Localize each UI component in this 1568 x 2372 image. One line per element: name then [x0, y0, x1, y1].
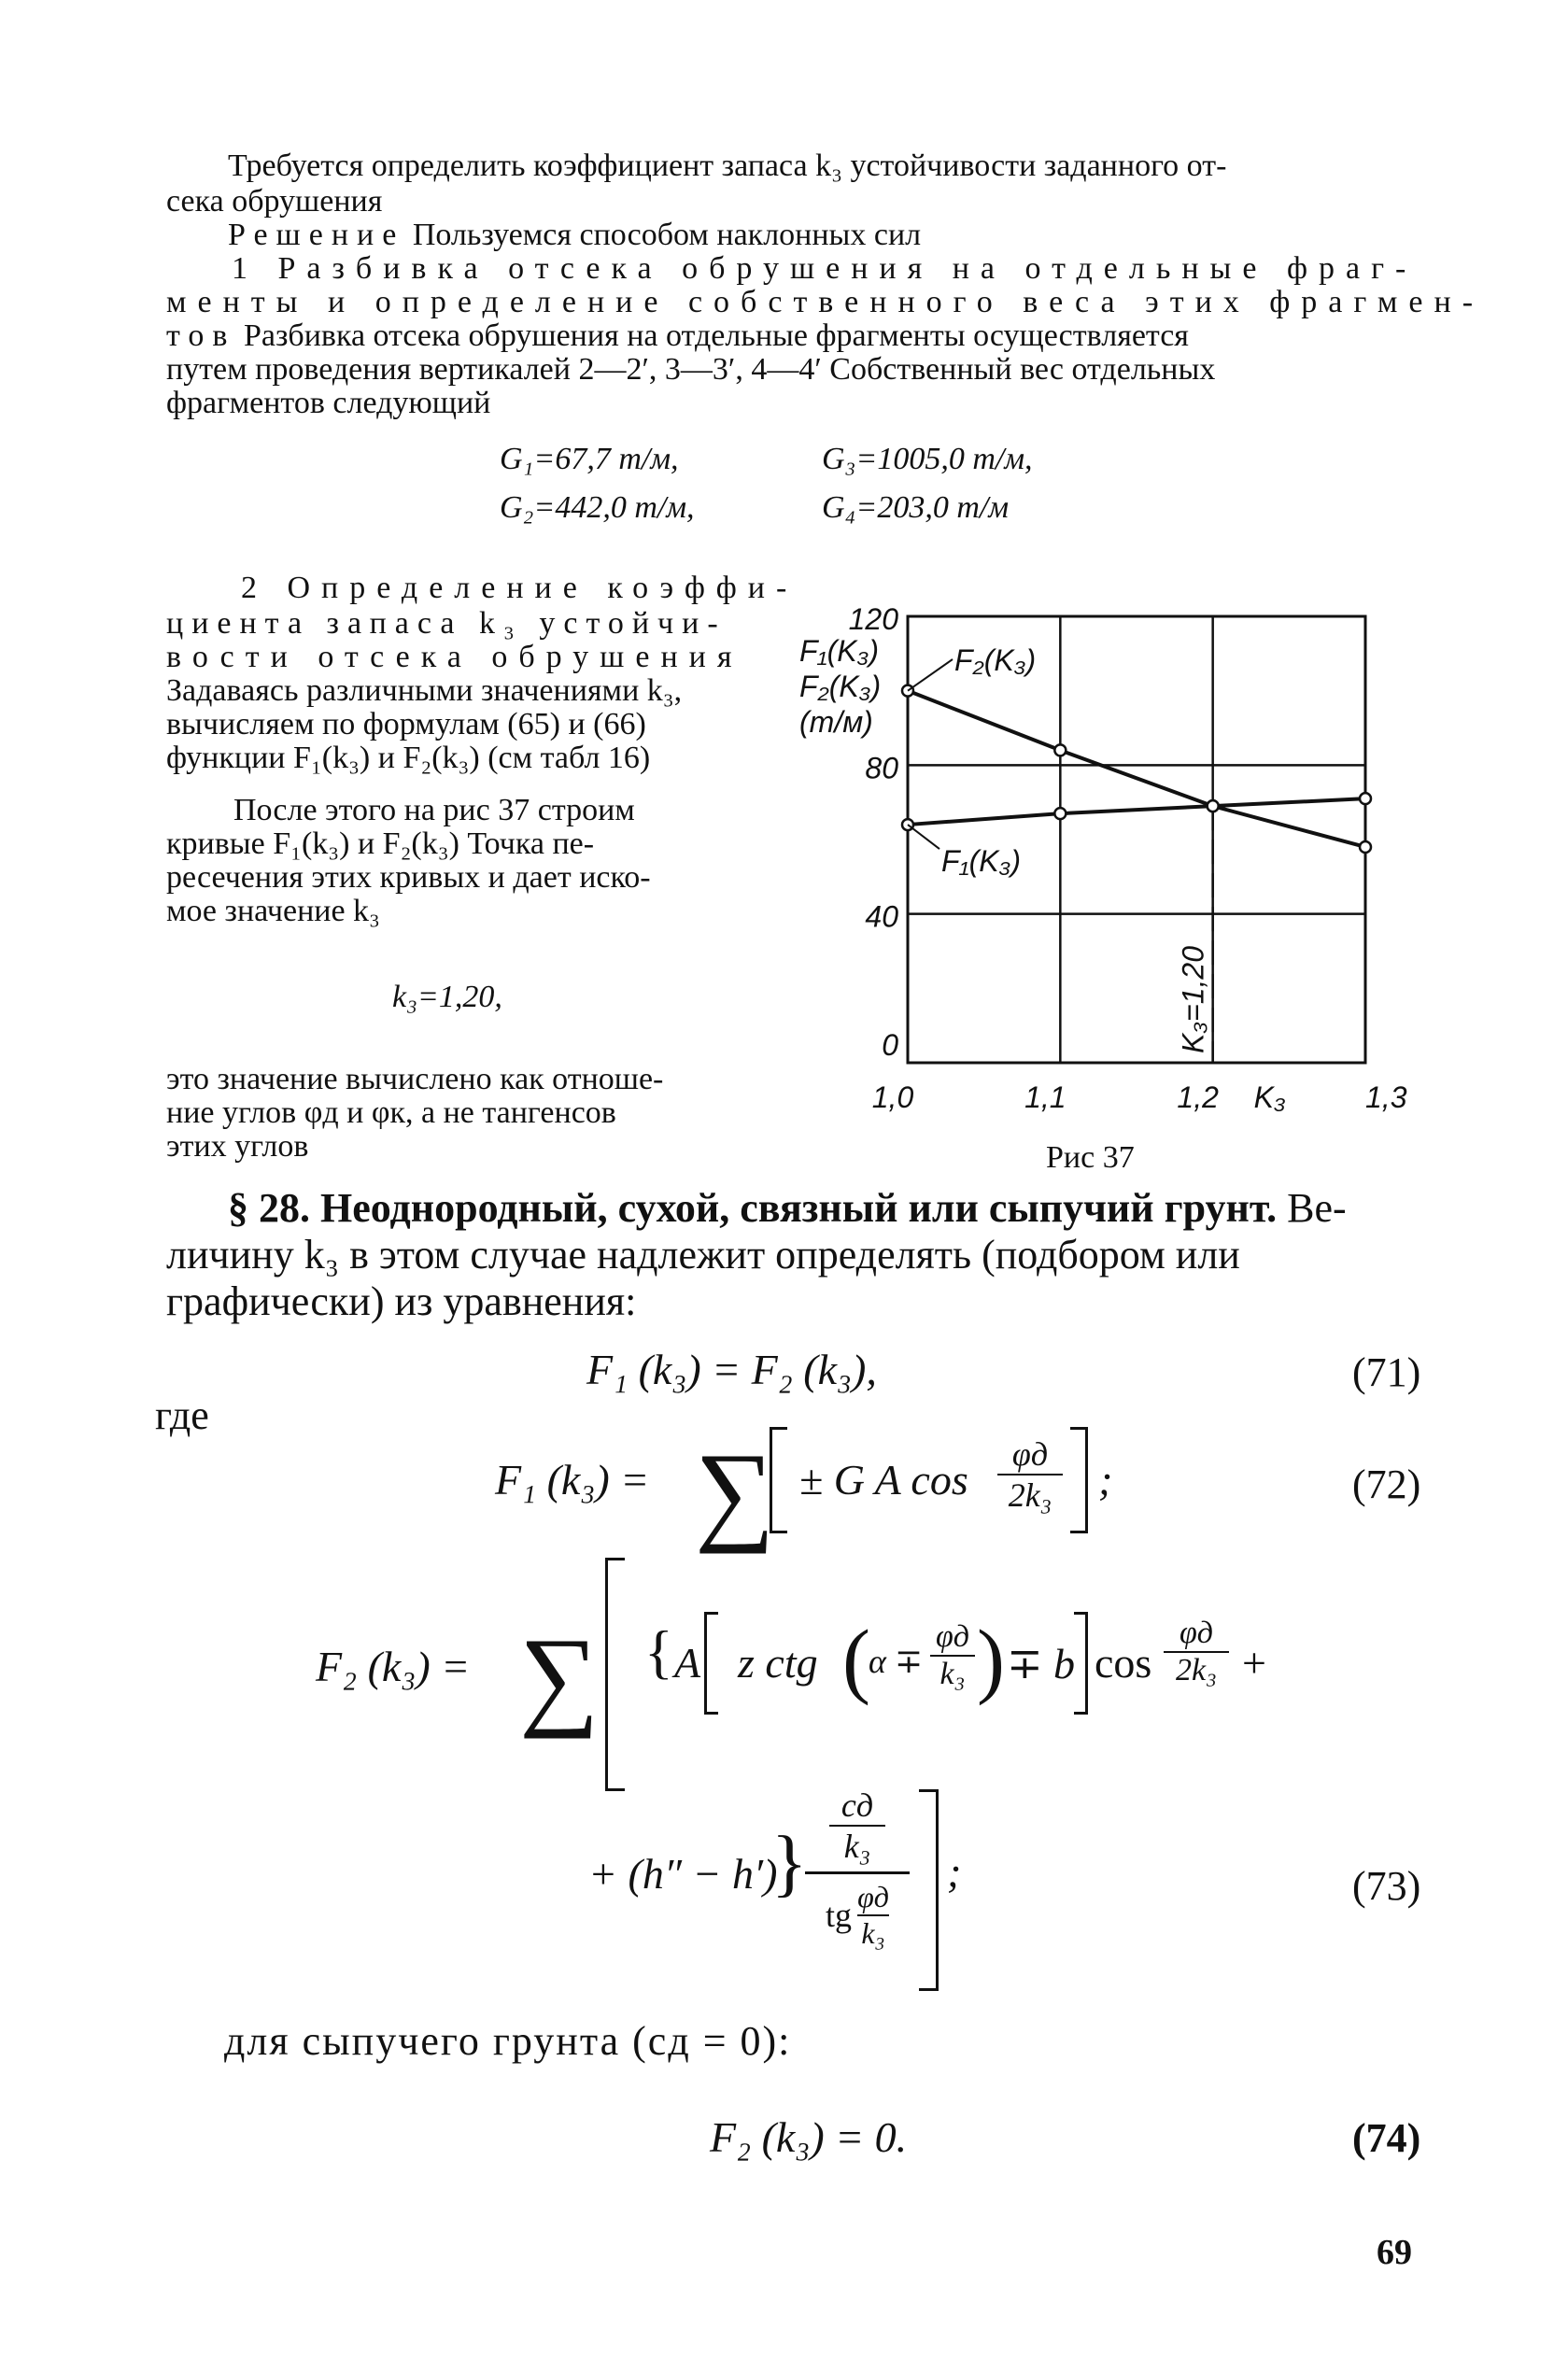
frac-73-b-num: φд	[1179, 1616, 1213, 1650]
p2-line-5: вычисляем по формулам (65) и (66)	[166, 707, 646, 741]
figure-caption: Рис 37	[1046, 1140, 1135, 1175]
x-tick-label: 1,0	[871, 1080, 914, 1114]
p2-line-2: циента запаса k₃ устойчи-	[166, 606, 727, 641]
section-heading-tail: Ве-	[1287, 1185, 1347, 1231]
bracket-right-72	[1070, 1427, 1088, 1533]
p1-line-3	[166, 318, 1189, 355]
equation-73-lhs: F₂ (k₃) =	[316, 1643, 471, 1690]
section-heading-bold: § 28. Неоднородный, сухой, связный или сыпучий грунт.	[228, 1185, 1278, 1231]
frac-72	[997, 1434, 1063, 1515]
data-point	[1360, 793, 1371, 804]
p2-line-4: Задаваясь различными значениями k₃,	[166, 673, 683, 708]
intersection-label: K₃=1,20	[1176, 946, 1210, 1053]
p3-line-3: ресечения этих кривых и дает иско-	[166, 860, 651, 895]
data-point	[1054, 808, 1066, 819]
solution-text: Пользуемся способом наклонных сил	[412, 218, 922, 252]
bracket-left-72	[770, 1427, 787, 1533]
frac-72-den: 2k₃	[997, 1474, 1063, 1515]
equation-73-number: (73)	[1352, 1863, 1421, 1909]
equation-71: F₁ (k₃) = F₂ (k₃),	[586, 1346, 877, 1393]
p1-line-2: менты и определение собственного веса этих фрагмен-	[166, 285, 1485, 319]
eq73-zctg: z ctg	[738, 1639, 818, 1687]
leader-f1	[908, 825, 939, 849]
sum-sign-72: ∑	[695, 1430, 775, 1554]
eq73-b: ∓ b	[1007, 1640, 1076, 1687]
eq73-hh: + (h″ − h′)	[588, 1850, 778, 1898]
p4-line-1: это значение вычислено как отноше-	[166, 1062, 664, 1096]
x-tick-label: 1,1	[1024, 1080, 1067, 1114]
frac-tg-denominator	[805, 1871, 910, 1951]
x-tick-label: 1,3	[1365, 1080, 1407, 1114]
section-heading	[228, 1184, 1347, 1233]
equation-74-number: (74)	[1352, 2115, 1421, 2161]
frac-c-num: cд	[841, 1786, 874, 1824]
p4-line-2: ние углов φд и φк, а не тангенсов	[166, 1095, 616, 1130]
frac-tg-num: φд	[857, 1880, 889, 1913]
leader-f2	[908, 659, 953, 691]
solution-line	[228, 217, 921, 254]
plot-frame	[908, 616, 1365, 1063]
equation-72-body: ± G A cos	[799, 1456, 968, 1504]
y-axis-label-line: F₂(K₃)	[799, 670, 882, 703]
intro-line-2: сека обрушения	[166, 184, 383, 219]
y-tick-label: 80	[865, 751, 898, 785]
p2-line-1: 2 Определение коэффи-	[241, 571, 798, 605]
y-axis-label-line: (т/м)	[799, 705, 873, 739]
p1-line-4: путем проведения вертикалей 2—2′, 3—3′, 4—4′ Собственный вес отдельных	[166, 352, 1216, 387]
p1-line-5: фрагментов следующий	[166, 386, 491, 420]
p1-line-3-spaced: тов	[166, 318, 236, 353]
p3-line-2: кривые F₁(k₃) и F₂(k₃) Точка пе-	[166, 826, 595, 861]
y-tick-label: 120	[848, 602, 898, 636]
eq73-semicolon: ;	[947, 1848, 962, 1896]
p1-line-1: 1 Разбивка отсека обрушения на отдельные фраг-	[232, 251, 1418, 286]
eq73-alpha: α ∓	[869, 1643, 924, 1680]
eq73-A: A	[674, 1639, 701, 1687]
y-axis-label-line: F₁(K₃)	[799, 634, 879, 668]
y-tick-label: 40	[865, 899, 898, 934]
y-tick-label: 0	[882, 1028, 898, 1062]
section-line-3: графически) из уравнения:	[166, 1278, 637, 1324]
frac-73-a-num: φд	[935, 1619, 969, 1654]
p2-line-6: функции F₁(k₃) и F₂(k₃) (см табл 16)	[166, 741, 651, 775]
equation-71-number: (71)	[1352, 1349, 1421, 1395]
eq73-tg: tg	[826, 1897, 853, 1934]
frac-72-num: φд	[1011, 1435, 1049, 1473]
data-point	[1054, 744, 1066, 755]
where-label: где	[155, 1392, 209, 1438]
x-axis-label: K₃	[1253, 1080, 1286, 1114]
frac-c-den: k₃	[829, 1825, 885, 1866]
curve-label-f2: F₂(K₃)	[954, 643, 1037, 677]
series-line-f1	[908, 798, 1365, 825]
series-line-f2	[908, 691, 1365, 847]
frac-73-a	[930, 1619, 975, 1692]
loose-soil-line: для сыпучего грунта (cд = 0):	[224, 2018, 792, 2064]
solution-label: Решение	[228, 218, 405, 252]
bracket-left-73	[605, 1558, 625, 1791]
intro-line-1: Требуется определить коэффициент запаса k₃ устойчивости заданного от-	[228, 148, 1227, 183]
frac-73-b	[1164, 1616, 1229, 1688]
x-tick-label: 1,2	[1177, 1080, 1219, 1114]
weight-g1: G₁=67,7 т/м,	[500, 442, 679, 476]
equation-72-number: (72)	[1352, 1461, 1421, 1507]
result-k3: k₃=1,20,	[392, 980, 502, 1014]
equation-72-lhs: F₁ (k₃) =	[495, 1456, 650, 1504]
frac-73-big	[805, 1786, 910, 1951]
bracket-right-73	[919, 1789, 939, 1991]
data-point	[1360, 841, 1371, 853]
frac-73-a-den: k₃	[930, 1655, 975, 1692]
data-point	[902, 685, 913, 697]
p2-line-3: вости отсека обрушения	[166, 640, 743, 674]
data-point	[1208, 800, 1219, 812]
bracket-inner-left	[704, 1612, 718, 1715]
sum-sign-73: ∑	[519, 1615, 600, 1739]
p4-line-3: этих углов	[166, 1129, 309, 1164]
figure-37-chart	[794, 588, 1410, 1149]
equation-74: F₂ (k₃) = 0.	[710, 2113, 908, 2161]
curve-label-f1: F₁(K₃)	[941, 844, 1021, 879]
p1-line-3-rest: Разбивка отсека обрушения на отдельные фрагменты осуществляется	[243, 318, 1189, 353]
bracket-inner-right	[1074, 1612, 1088, 1715]
frac-tg-den: k₃	[857, 1914, 889, 1951]
eq73-plus: +	[1242, 1639, 1266, 1687]
eq73-cos: cos	[1095, 1639, 1152, 1687]
section-line-2: личину k₃ в этом случае надлежит определять (подбором или	[166, 1232, 1240, 1278]
weight-g3: G₃=1005,0 т/м,	[822, 442, 1033, 476]
p3-line-4: мое значение k₃	[166, 894, 380, 928]
weight-g2: G₂=442,0 т/м,	[500, 490, 695, 525]
frac-73-b-den: 2k₃	[1164, 1651, 1229, 1688]
page-number: 69	[1377, 2233, 1412, 2272]
weight-g4: G₄=203,0 т/м	[822, 490, 1010, 525]
p3-line-1: После этого на рис 37 строим	[233, 793, 635, 827]
